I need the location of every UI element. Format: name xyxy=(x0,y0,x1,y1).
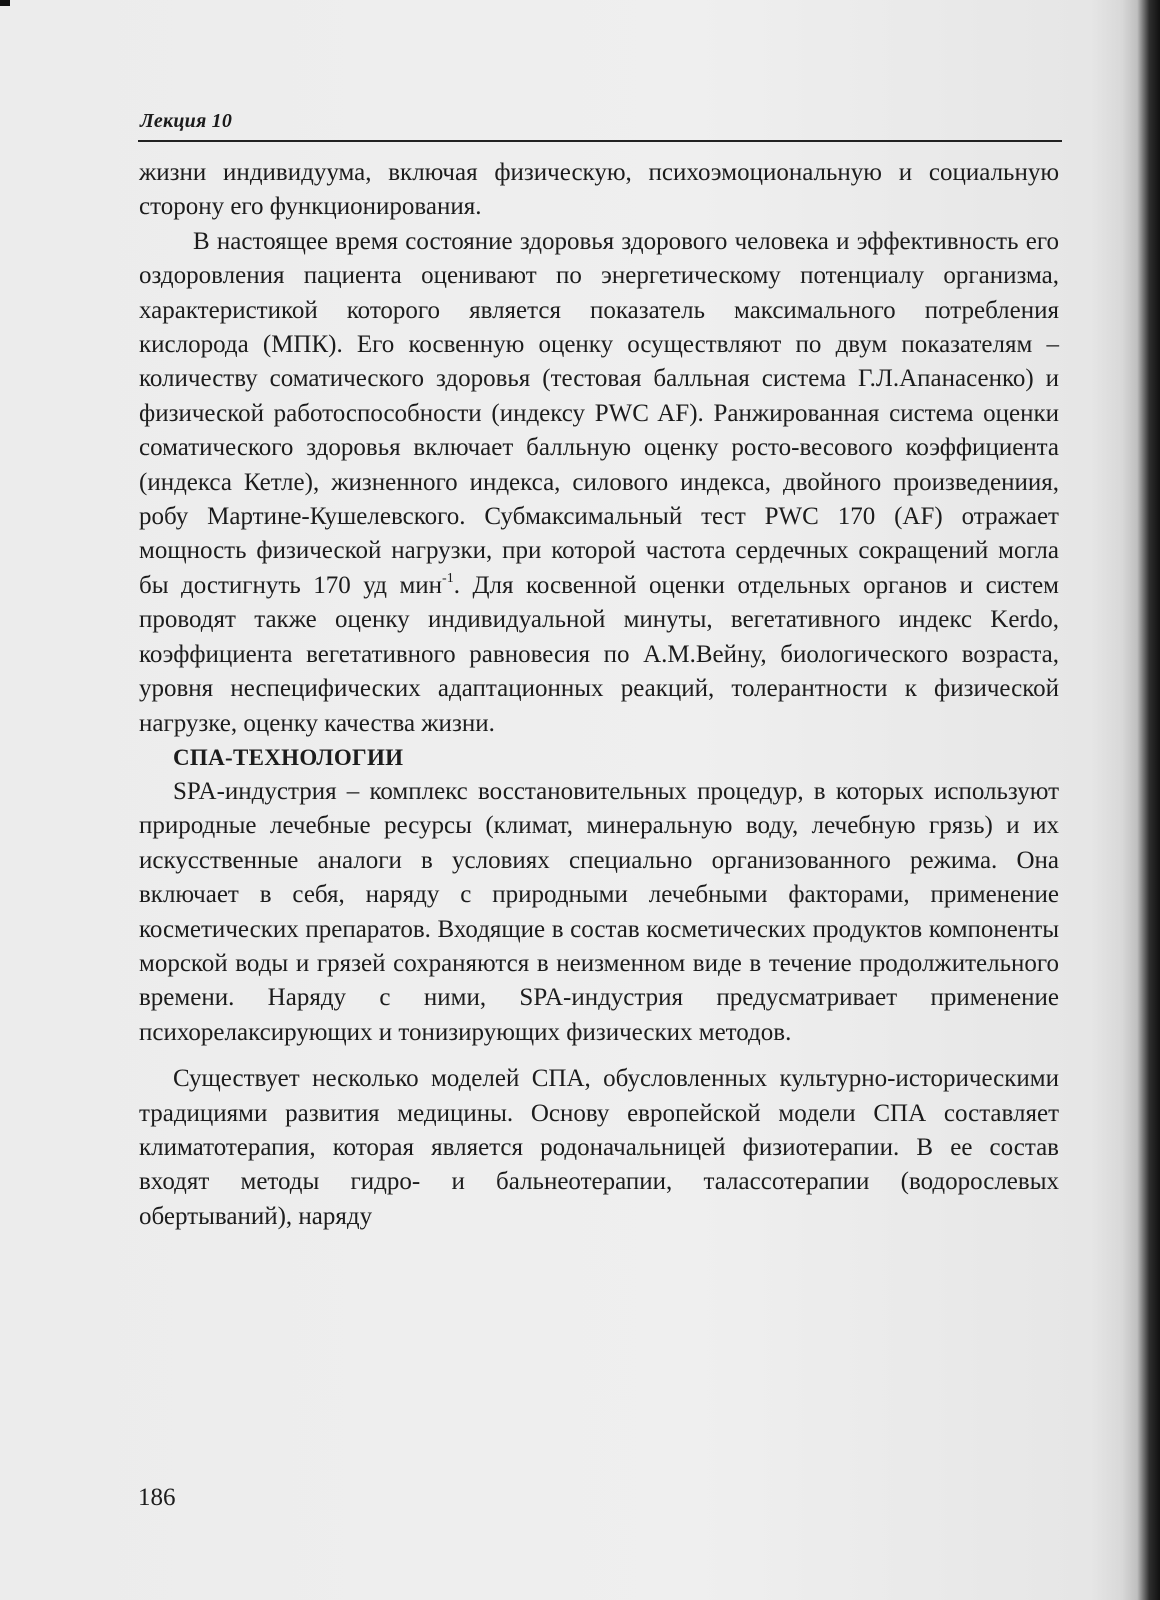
page-number: 186 xyxy=(138,1484,176,1511)
header-rule xyxy=(138,140,1062,142)
paragraph-spa-models: Существует несколько моделей СПА, обусловленных культурно-историческими традициями развития медицины. Основу европейской модели СПА составляет климатотерапия, которая является родоначальницей физиотерапии. В ее состав входят методы гидро- и бальнеотерапии, талассотерапии (водорослевых обертываний), наряду xyxy=(139,1065,1059,1230)
paragraph-continuation: жизни индивидуума, включая физическую, психоэмоциональную и социальную сторону его функционирования. xyxy=(139,159,1059,221)
running-title: Лекция 10 xyxy=(140,110,233,132)
main-text xyxy=(139,156,1059,1234)
scan-corner-mark xyxy=(0,0,10,6)
paragraph-spa-industry: SPA-индустрия – комплекс восстановительных процедур, в которых используют природные лечебные ресурсы (климат, минеральную воду, лечебную грязь) и их искусственные аналоги в условиях специально организованного режима. Она включает в себя, наряду с природными лечебными факторами, применение косметических препаратов. Входящие в состав косметических продуктов компоненты морской воды и грязей сохраняются в неизменном виде в течение продолжительного времени. Наряду с ними, SPA-индустрия предусматривает применение психорелаксирующих и тонизирующих физических методов. xyxy=(139,777,1059,1046)
section-heading: СПА-ТЕХНОЛОГИИ xyxy=(173,744,404,770)
paragraph-text: В настоящее время состояние здоровья здорового человека и эффективность его оздоровления пациента оценивают по энергетическому потенциалу организма, характеристикой которого является показатель максимального потребления кислорода (МПК). Его косвенную оценку осуществляют по двум показателям – количеству соматического здоровья (тестовая балльная система Г.Л.Апанасенко) и физической работоспособности (индексу PWC AF). Ранжированная система оценки соматического здоровья включает балльную оценку росто-весового коэффициента (индекса Кетле), жизненного индекса, силового индекса, двойного произведениия, робу Мартине-Кушелевского. Субмаксимальный тест PWC 170 (AF) отражает мощность физической нагрузки, при которой частота сердечных сокращений могла бы достигнуть 170 уд мин xyxy=(139,227,1059,599)
paragraph-text: . Для косвенной оценки отдельных органов и систем проводят также оценку индивидуальной минуты, вегетативного индекс Kerdo, коэффициента вегетативного равновесия по А.М.Вейну, биологического возраста, уровня неспецифических адаптационных реакций, толерантности к физической нагрузке, оценку качества жизни. xyxy=(139,571,1059,737)
paragraph-health-assessment xyxy=(139,225,1059,741)
book-binding-shadow xyxy=(1122,0,1160,1600)
superscript: -1 xyxy=(442,570,454,586)
